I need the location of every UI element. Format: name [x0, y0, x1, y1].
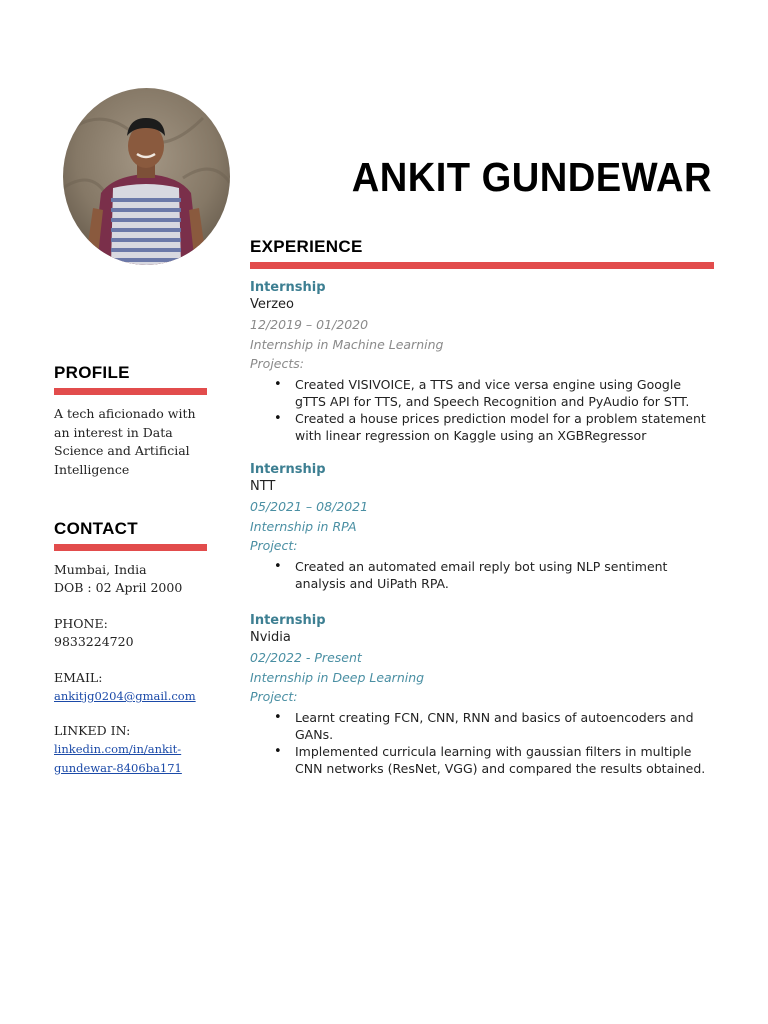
experience-bullet: • Created an automated email reply bot using NLP sentiment analysis and UiPath RPA. — [295, 558, 715, 592]
profile-text: A tech aficionado with an interest in Data Science and Artificial Intelligence — [54, 406, 196, 477]
contact-email-label: EMAIL: — [54, 670, 103, 685]
experience-bullet: • Created VISIVOICE, a TTS and vice versa engine using Google gTTS API for TTS, and Speech Recognition and PyAudio for STT. — [295, 376, 715, 410]
profile-divider — [54, 388, 207, 395]
contact-location: Mumbai, India — [54, 562, 147, 577]
contact-dob: DOB : 02 April 2000 — [54, 580, 183, 595]
linkedin-link-line-1[interactable]: linkedin.com/in/ankit- — [54, 742, 182, 756]
contact-linkedin-link[interactable] — [54, 740, 214, 777]
experience-item-ntt — [250, 462, 715, 592]
experience-dates: 02/2022 - Present — [250, 650, 362, 665]
contact-divider — [54, 544, 207, 551]
experience-title: Internship in Machine Learning — [250, 336, 444, 352]
experience-role: Internship — [250, 462, 326, 477]
experience-bullet-list — [250, 558, 715, 592]
experience-dates: 12/2019 – 01/2020 — [250, 317, 369, 332]
contact-email-link[interactable]: ankitjg0204@gmail.com — [54, 689, 196, 703]
experience-bullet-list — [250, 376, 715, 444]
experience-projects-label: Project: — [250, 689, 298, 704]
experience-projects-label: Project: — [250, 538, 298, 553]
experience-divider — [250, 262, 714, 269]
experience-company: Verzeo — [250, 297, 295, 312]
experience-heading: EXPERIENCE — [250, 237, 363, 256]
experience-role: Internship — [250, 613, 326, 628]
experience-item-verzeo — [250, 280, 715, 444]
contact-phone-label: PHONE: — [54, 616, 108, 631]
profile-heading: PROFILE — [54, 363, 130, 382]
experience-bullet-list — [250, 709, 715, 777]
contact-phone: 9833224720 — [54, 634, 134, 649]
experience-projects-label: Projects: — [250, 356, 304, 371]
experience-bullet: • Implemented curricula learning with gaussian filters in multiple CNN networks (ResNet, VGG) and compared the results obtained. — [295, 743, 715, 777]
linkedin-link-line-2[interactable]: gundewar-8406ba171 — [54, 760, 182, 775]
contact-heading: CONTACT — [54, 519, 138, 538]
experience-title: Internship in Deep Learning — [250, 669, 425, 685]
experience-bullet: • Created a house prices prediction model for a problem statement with linear regression on Kaggle using an XGBRegressor — [295, 410, 715, 444]
experience-role: Internship — [250, 280, 326, 295]
experience-company: Nvidia — [250, 630, 291, 645]
experience-dates: 05/2021 – 08/2021 — [250, 499, 369, 514]
experience-company: NTT — [250, 479, 276, 494]
experience-item-nvidia — [250, 613, 715, 777]
experience-title: Internship in RPA — [250, 518, 357, 534]
contact-linkedin-label: LINKED IN: — [54, 723, 131, 738]
candidate-name: ANKIT GUNDEWAR — [351, 154, 712, 200]
experience-bullet: • Learnt creating FCN, CNN, RNN and basics of autoencoders and GANs. — [295, 709, 715, 743]
profile-photo — [63, 88, 230, 265]
